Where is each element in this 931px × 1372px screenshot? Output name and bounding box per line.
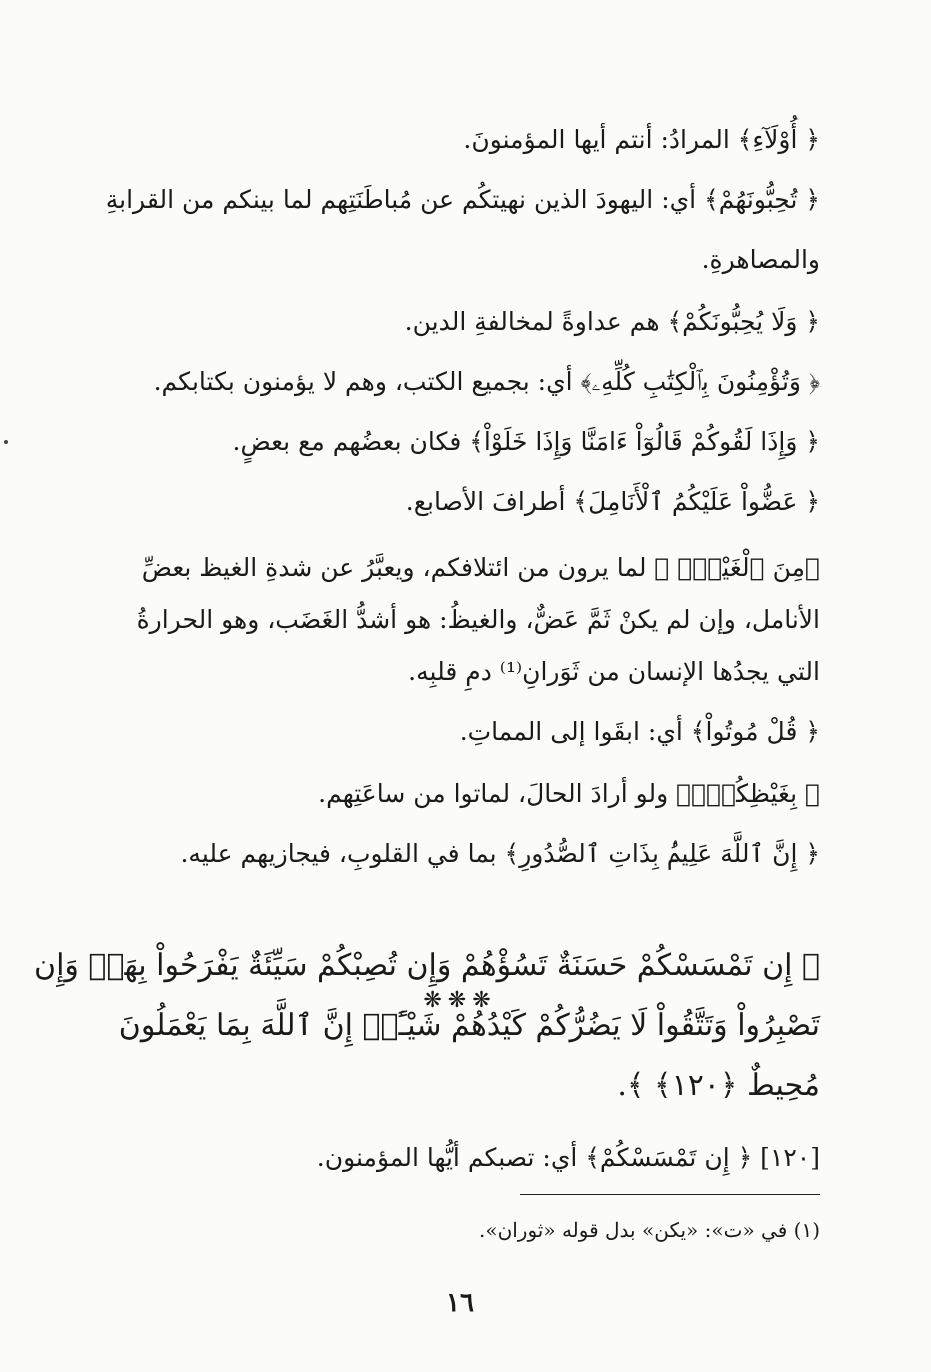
text-line: ﴿ إِنَّ ٱللَّهَ عَلِيمُۢ بِذَاتِ ٱلصُّدُورِ﴾ بما في القلوبِ، فيجازيهم عليه. bbox=[180, 839, 820, 868]
footnote-separator bbox=[520, 1194, 820, 1195]
text-line: ﴿ عَضُّواْ عَلَيْكُمُ ٱلْأَنَامِلَ﴾ أطرافَ الأصابع. bbox=[405, 487, 820, 516]
quran-verse-line: تَصْبِرُواْ وَتَتَّقُواْ لَا يَضُرُّكُمْ كَيْدُهُمْ شَيْـًٔاۗ إِنَّ ٱللَّهَ بِمَا يَعْمَلُونَ bbox=[118, 1008, 820, 1043]
text-line: [١٢٠] ﴿ إِن تَمْسَسْكُمْ﴾ أي: تصبكم أيُّها المؤمنون. bbox=[316, 1143, 820, 1172]
text-line: الأنامل، وإن لم يكنْ ثَمَّ عَضٌّ، والغيظُ: هو أشدُّ الغَضَب، وهو الحرارةُ bbox=[136, 605, 820, 634]
page-number: ١٦ bbox=[446, 1288, 474, 1318]
text-line: ﴿ بِغَيْظِكُمْۗ﴾ ولو أرادَ الحالَ، لماتوا من ساعَتِهم. bbox=[318, 779, 820, 808]
text-line: ﴿ وَتُؤْمِنُونَ بِٱلْكِتَٰبِ كُلِّهِۦ﴾ أي: بجميع الكتب، وهم لا يؤمنون بكتابكم. bbox=[153, 367, 820, 396]
text-line: ﴿ تُحِبُّونَهُمْ﴾ أي: اليهودَ الذين نهيتكُم عن مُباطَنَتِهم لما بينكم من القرابةِ bbox=[105, 185, 820, 214]
text-line: والمصاهرةِ. bbox=[701, 245, 820, 274]
text-line: ﴿ قُلْ مُوتُواْ﴾ أي: ابقَوا إلى المماتِ. bbox=[459, 717, 820, 746]
footnote: (١) في «ت»: «يكن» بدل قوله «ثوران». bbox=[478, 1218, 820, 1242]
section-divider: ❋❋❋ bbox=[423, 988, 497, 1013]
text-line: ﴿ وَإِذَا لَقُوكُمْ قَالُوٓاْ ءَامَنَّا وَإِذَا خَلَوْاْ﴾ فكان بعضُهم مع بعضٍ. bbox=[232, 427, 820, 456]
margin-dot bbox=[4, 440, 8, 444]
text-line: ﴿مِنَ ٱلْغَيْظِۚ ﴾ لما يرون من ائتلافكم، ويعبَّرُ عن شدةِ الغيظ بعضِّ bbox=[141, 553, 820, 582]
quran-verse-line: مُحِيطٌ ﴿١٢٠﴾ ﴾. bbox=[617, 1068, 820, 1103]
text-line: التي يجدُها الإنسان من ثَوَرانِ⁽¹⁾ دمِ قلبِه. bbox=[408, 657, 820, 686]
text-line: ﴿ وَلَا يُحِبُّونَكُمْ﴾ هم عداوةً لمخالفةِ الدين. bbox=[404, 307, 820, 336]
book-page bbox=[34, 100, 820, 1318]
text-line: ﴿ أُوْلَآءِ﴾ المرادُ: أنتم أيها المؤمنونَ. bbox=[463, 125, 820, 154]
quran-verse-line: ﴿ إِن تَمْسَسْكُمْ حَسَنَةٌ تَسُؤْهُمْ وَإِن تُصِبْكُمْ سَيِّئَةٌ يَفْرَحُواْ بِهَاۖ وَإِن bbox=[34, 948, 820, 983]
